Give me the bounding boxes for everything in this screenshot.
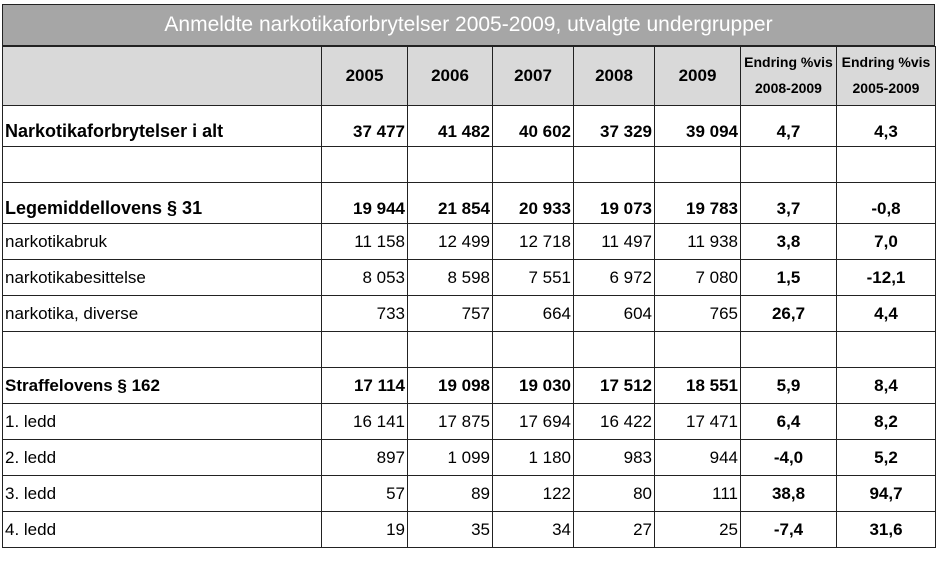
spacer-cell <box>3 332 322 368</box>
data-table <box>2 46 936 548</box>
spacer-cell <box>837 332 936 368</box>
value-cell: 7 551 <box>493 260 574 296</box>
spacer-cell <box>493 332 574 368</box>
row-label: narkotika, diverse <box>3 296 322 332</box>
value-cell: 17 694 <box>493 404 574 440</box>
spacer-cell <box>574 147 655 183</box>
value-cell: 897 <box>322 440 408 476</box>
value-cell: 19 944 <box>322 183 408 224</box>
value-cell: 19 030 <box>493 368 574 404</box>
header-year-2008: 2008 <box>574 47 655 106</box>
row-label: 4. ledd <box>3 512 322 548</box>
header-year-2006: 2006 <box>408 47 493 106</box>
table-row <box>3 368 936 404</box>
value-cell: 757 <box>408 296 493 332</box>
value-cell: 37 329 <box>574 106 655 147</box>
header-row <box>3 47 936 106</box>
value-cell: 19 783 <box>655 183 741 224</box>
value-cell: 17 114 <box>322 368 408 404</box>
change-2005-2009-cell: 4,3 <box>837 106 936 147</box>
table-container <box>2 4 935 548</box>
change-2008-2009-cell: 6,4 <box>741 404 837 440</box>
table-row <box>3 106 936 147</box>
spacer-row <box>3 147 936 183</box>
value-cell: 80 <box>574 476 655 512</box>
value-cell: 19 <box>322 512 408 548</box>
spacer-row <box>3 332 936 368</box>
value-cell: 733 <box>322 296 408 332</box>
change-2008-2009-cell: 26,7 <box>741 296 837 332</box>
spacer-cell <box>655 332 741 368</box>
header-blank-cell <box>3 47 322 106</box>
table-row <box>3 404 936 440</box>
header-change1-line2: 2008-2009 <box>755 80 822 96</box>
value-cell: 37 477 <box>322 106 408 147</box>
row-label: 1. ledd <box>3 404 322 440</box>
value-cell: 89 <box>408 476 493 512</box>
change-2005-2009-cell: 94,7 <box>837 476 936 512</box>
change-2008-2009-cell: 4,7 <box>741 106 837 147</box>
value-cell: 34 <box>493 512 574 548</box>
value-cell: 57 <box>322 476 408 512</box>
table-row <box>3 260 936 296</box>
value-cell: 16 422 <box>574 404 655 440</box>
value-cell: 17 875 <box>408 404 493 440</box>
header-change1-line1: Endring %vis <box>744 54 833 70</box>
value-cell: 40 602 <box>493 106 574 147</box>
change-2008-2009-cell: 38,8 <box>741 476 837 512</box>
value-cell: 11 158 <box>322 224 408 260</box>
table-row <box>3 476 936 512</box>
table-row <box>3 440 936 476</box>
table-row <box>3 224 936 260</box>
spacer-cell <box>741 332 837 368</box>
value-cell: 18 551 <box>655 368 741 404</box>
change-2005-2009-cell: 4,4 <box>837 296 936 332</box>
value-cell: 1 099 <box>408 440 493 476</box>
value-cell: 122 <box>493 476 574 512</box>
change-2005-2009-cell: 8,4 <box>837 368 936 404</box>
value-cell: 11 497 <box>574 224 655 260</box>
header-change-2008-2009 <box>741 47 837 106</box>
header-change2-line1: Endring %vis <box>841 54 931 70</box>
row-label: Straffelovens § 162 <box>3 368 322 404</box>
value-cell: 765 <box>655 296 741 332</box>
value-cell: 19 098 <box>408 368 493 404</box>
value-cell: 25 <box>655 512 741 548</box>
spacer-cell <box>408 147 493 183</box>
value-cell: 944 <box>655 440 741 476</box>
spacer-cell <box>322 147 408 183</box>
value-cell: 17 512 <box>574 368 655 404</box>
header-year-2007: 2007 <box>493 47 574 106</box>
value-cell: 7 080 <box>655 260 741 296</box>
value-cell: 11 938 <box>655 224 741 260</box>
row-label: Legemiddellovens § 31 <box>3 183 322 224</box>
spacer-cell <box>408 332 493 368</box>
spacer-cell <box>322 332 408 368</box>
change-2008-2009-cell: -4,0 <box>741 440 837 476</box>
change-2005-2009-cell: 7,0 <box>837 224 936 260</box>
value-cell: 6 972 <box>574 260 655 296</box>
table-row <box>3 183 936 224</box>
table-row <box>3 512 936 548</box>
value-cell: 8 598 <box>408 260 493 296</box>
change-2008-2009-cell: 3,7 <box>741 183 837 224</box>
value-cell: 12 718 <box>493 224 574 260</box>
row-label: 2. ledd <box>3 440 322 476</box>
header-year-2009: 2009 <box>655 47 741 106</box>
change-2008-2009-cell: 3,8 <box>741 224 837 260</box>
change-2005-2009-cell: 31,6 <box>837 512 936 548</box>
value-cell: 19 073 <box>574 183 655 224</box>
change-2008-2009-cell: 5,9 <box>741 368 837 404</box>
spacer-cell <box>741 147 837 183</box>
value-cell: 41 482 <box>408 106 493 147</box>
spacer-cell <box>574 332 655 368</box>
value-cell: 983 <box>574 440 655 476</box>
value-cell: 604 <box>574 296 655 332</box>
row-label: narkotikabruk <box>3 224 322 260</box>
spacer-cell <box>493 147 574 183</box>
header-change2-line2: 2005-2009 <box>852 80 920 96</box>
header-year-2005: 2005 <box>322 47 408 106</box>
change-2008-2009-cell: -7,4 <box>741 512 837 548</box>
spacer-cell <box>837 147 936 183</box>
value-cell: 1 180 <box>493 440 574 476</box>
table-row <box>3 296 936 332</box>
row-label: 3. ledd <box>3 476 322 512</box>
value-cell: 20 933 <box>493 183 574 224</box>
row-label: narkotikabesittelse <box>3 260 322 296</box>
value-cell: 27 <box>574 512 655 548</box>
value-cell: 39 094 <box>655 106 741 147</box>
change-2008-2009-cell: 1,5 <box>741 260 837 296</box>
change-2005-2009-cell: 8,2 <box>837 404 936 440</box>
change-2005-2009-cell: -12,1 <box>837 260 936 296</box>
value-cell: 21 854 <box>408 183 493 224</box>
value-cell: 16 141 <box>322 404 408 440</box>
row-label: Narkotikaforbrytelser i alt <box>3 106 322 147</box>
spacer-cell <box>3 147 322 183</box>
change-2005-2009-cell: 5,2 <box>837 440 936 476</box>
value-cell: 8 053 <box>322 260 408 296</box>
spacer-cell <box>655 147 741 183</box>
value-cell: 35 <box>408 512 493 548</box>
value-cell: 12 499 <box>408 224 493 260</box>
value-cell: 17 471 <box>655 404 741 440</box>
table-title: Anmeldte narkotikaforbrytelser 2005-2009, utvalgte undergrupper <box>2 4 935 46</box>
value-cell: 664 <box>493 296 574 332</box>
header-change-2005-2009 <box>837 47 936 106</box>
value-cell: 111 <box>655 476 741 512</box>
change-2005-2009-cell: -0,8 <box>837 183 936 224</box>
